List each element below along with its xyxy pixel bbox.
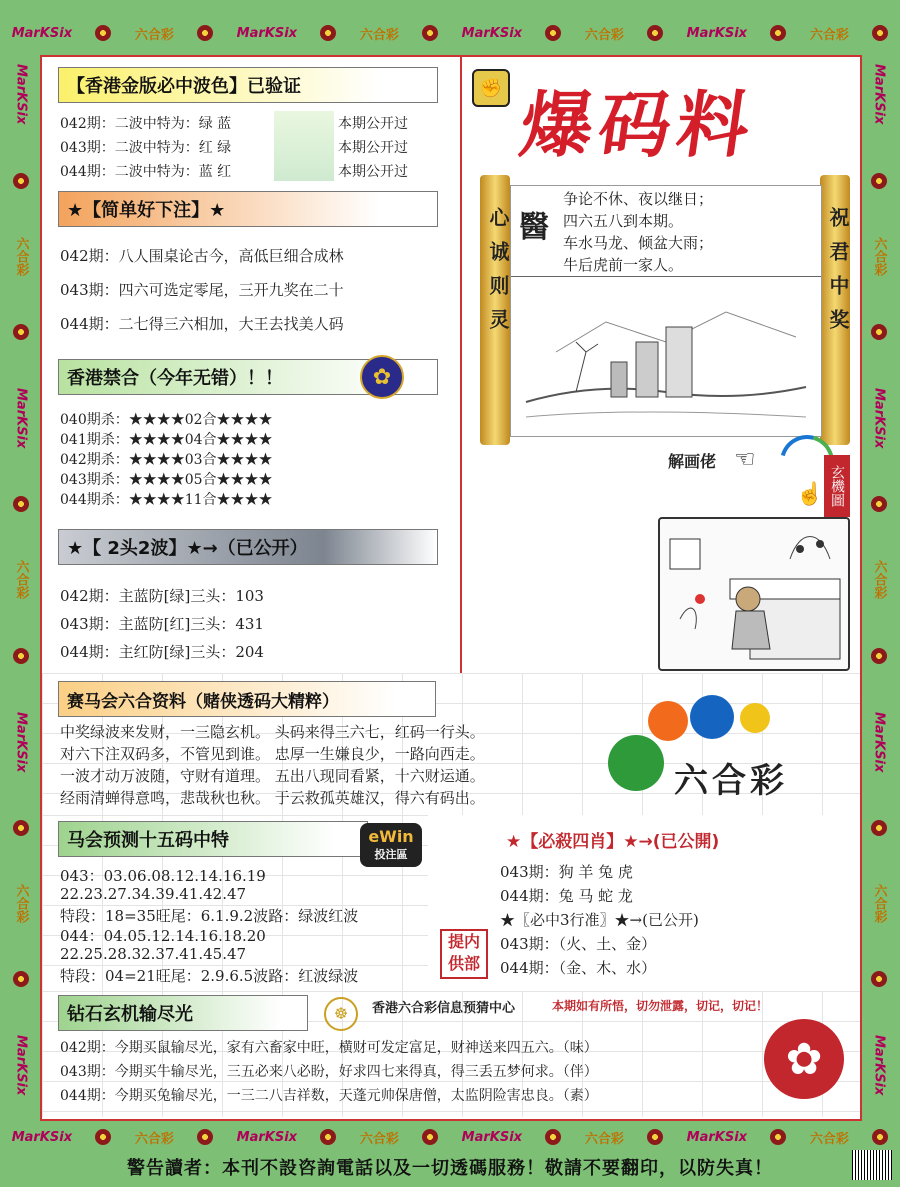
list-item: [60, 113, 408, 133]
row-status: 本期公开过: [338, 140, 408, 156]
border-chinese: 六合彩: [871, 236, 887, 276]
flower-icon: [545, 25, 561, 41]
flower-icon: [320, 1129, 336, 1145]
list-item: 特段：04=21旺尾：2.9.6.5波路：红波绿波: [60, 967, 359, 985]
highlight-block: [274, 111, 334, 181]
flower-icon: [13, 496, 29, 512]
border-chinese: 六合彩: [13, 236, 29, 276]
fist-icon: ✊: [472, 69, 510, 107]
list-item: 044：04.05.12.14.16.18.20: [60, 927, 266, 945]
list-item: 041期杀：★★★★04合★★★★: [60, 432, 273, 448]
poem-line: 争论不休、夜以继日；: [563, 190, 714, 208]
list-item: 043期杀：★★★★05合★★★★: [60, 472, 273, 488]
border-chinese: 六合彩: [134, 1131, 174, 1147]
border-brand: MarKSix: [871, 387, 887, 449]
flower-icon: [95, 25, 111, 41]
row-status: 本期公开过: [338, 164, 408, 180]
scroll-paper: [510, 185, 822, 437]
flower-icon: [770, 1129, 786, 1145]
border-brand: MarKSix: [13, 1035, 29, 1096]
center-name: 香港六合彩信息预猜中心: [372, 1001, 516, 1016]
flower-icon: [422, 1129, 438, 1145]
cartoon-svg: [660, 519, 848, 669]
poem-line: 四六五八到本期。: [563, 212, 684, 230]
section-title: 香港禁合（今年无错）！！: [58, 359, 438, 395]
flower-icon: [872, 1129, 888, 1145]
list-item: 043期：狗 羊 兔 虎: [500, 863, 633, 881]
flower-icon: [13, 820, 29, 836]
list-item: 043期：今期买牛输尽光，三五必来八必盼，好求四七来得真，得三丢五梦何求。（伴）: [60, 1064, 598, 1080]
internal-stamp: 提内供部: [440, 929, 488, 979]
border-brand: MarKSix: [13, 387, 29, 449]
row-text: 042期：二波中特为：绿 蓝: [60, 116, 232, 132]
list-item: 043期：（火、土、金）: [500, 935, 657, 953]
list-item: 042期：八人围桌论古今，高低巨细合成林: [60, 247, 344, 265]
flower-icon: [422, 25, 438, 41]
border-chinese: 六合彩: [584, 1131, 624, 1147]
border-chinese: 六合彩: [871, 560, 887, 600]
row-text: 044期：二波中特为：蓝 红: [60, 164, 232, 180]
border-brand: MarKSix: [236, 1129, 298, 1145]
sub-title: ★〖必中3行准〗★→(已公开): [500, 911, 699, 929]
blue-dot: [690, 695, 734, 739]
list-item: [60, 161, 408, 181]
list-item: 042期：今期买鼠输尽光，家有六畜家中旺，横财可发定富足，财神送来四五六。（味）: [60, 1040, 598, 1056]
list-item: 044期：（金、木、水）: [500, 959, 657, 977]
list-item: 043期：主蓝防[红]三头：431: [60, 615, 264, 633]
list-item: 044期杀：★★★★11合★★★★: [60, 492, 273, 508]
row-status: 本期公开过: [338, 116, 408, 132]
lottery-logo-text: 六合彩: [674, 761, 788, 801]
border-chinese: 六合彩: [809, 1131, 849, 1147]
list-item: 044期：二七得三六相加，大王去找美人码: [60, 315, 344, 333]
border-chinese: 六合彩: [359, 1131, 399, 1147]
section-four-zodiac: [428, 815, 860, 993]
list-item: 经雨清蝉得意鸣，悲哉秋也秋。 于云救孤英雄汉，得六有码出。: [60, 789, 485, 807]
top-border: [0, 16, 900, 50]
border-brand: MarKSix: [13, 711, 29, 773]
main-page: [40, 55, 862, 1121]
xuanji-badge: 玄機圖: [824, 455, 850, 517]
section-wave-color: [42, 57, 462, 185]
flower-icon: [871, 971, 887, 987]
sketch-illustration: [516, 282, 816, 432]
list-item: 042期杀：★★★★03合★★★★: [60, 452, 273, 468]
flower-icon: [197, 25, 213, 41]
poem-line: 牛后虎前一家人。: [563, 256, 684, 274]
flower-icon: [871, 496, 887, 512]
barcode-icon: [852, 1150, 892, 1180]
section-title: ★【必殺四肖】★→(已公開): [506, 832, 720, 852]
list-item: 043：03.06.08.12.14.16.19: [60, 867, 266, 885]
list-item: 22.25.28.32.37.41.45.47: [60, 945, 247, 963]
list-item: 044期：兔 马 蛇 龙: [500, 887, 633, 905]
scroll-right-text: 祝君中奖: [826, 207, 850, 343]
border-chinese: 六合彩: [359, 27, 399, 43]
border-chinese: 六合彩: [13, 560, 29, 600]
border-brand: MarKSix: [461, 1129, 523, 1145]
border-chinese: 六合彩: [13, 884, 29, 924]
cartoon-illustration: [658, 517, 850, 671]
footer-warning: 警告讀者：本刊不設咨詢電話以及一切透碼服務！敬請不要翻印，以防失真！: [127, 1158, 773, 1179]
orange-dot: [648, 701, 688, 741]
right-border: [862, 40, 896, 1120]
border-brand: MarKSix: [871, 711, 887, 773]
section-simple-bet: [42, 183, 462, 347]
flower-icon: [647, 25, 663, 41]
flower-icon: [13, 648, 29, 664]
left-border: [4, 40, 38, 1120]
list-item: [60, 137, 408, 157]
divider: [511, 276, 821, 277]
flower-icon: [770, 25, 786, 41]
border-chinese: 六合彩: [584, 27, 624, 43]
jiehua-label: 解画佬: [668, 452, 717, 471]
flower-icon: [871, 173, 887, 189]
flower-icon: [197, 1129, 213, 1145]
dragon-emblem-icon: ☸: [324, 997, 358, 1031]
section-diamond: [42, 991, 860, 1117]
border-chinese: 六合彩: [871, 884, 887, 924]
border-chinese: 六合彩: [134, 27, 174, 43]
green-dot: [608, 735, 664, 791]
section-two-heads: [42, 521, 462, 675]
list-item: 043期：四六可选定零尾，三开九奖在二十: [60, 281, 344, 299]
list-item: 22.23.27.34.39.41.42.47: [60, 885, 247, 903]
list-item: 044期：今期买兔输尽光，一三二八吉祥数，天蓬元帅保唐僧，太监阴险害忠良。（素）: [60, 1088, 598, 1104]
pointing-hand-icon: ☜: [734, 445, 756, 473]
border-chinese: 六合彩: [809, 27, 849, 43]
section-title: ★【简单好下注】★: [58, 191, 438, 227]
row-text: 043期：二波中特为：红 绿: [60, 140, 232, 156]
flower-icon: [320, 25, 336, 41]
bauhinia-seal-icon: ✿: [764, 1019, 844, 1099]
section-title: 马会预测十五码中特: [58, 821, 368, 857]
ewin-badge: [360, 823, 422, 867]
warning-note: 本期如有所悟，切勿泄露，切记，切记！: [552, 999, 769, 1013]
list-item: 中奖绿波来发财，一三隐玄机。 头码来得三六七，红码一行头。: [60, 723, 485, 741]
section-banned-combo: [42, 345, 462, 523]
right-panel: [462, 57, 860, 673]
poem-line: 车水马龙、倾盆大雨；: [563, 234, 714, 252]
border-brand: MarKSix: [871, 1035, 887, 1096]
hand-icon: ☝: [796, 481, 824, 507]
section-horse-racing: [42, 673, 860, 817]
border-brand: MarKSix: [13, 64, 29, 125]
ewin-text: eWin: [368, 827, 414, 846]
border-brand: MarKSix: [461, 25, 523, 41]
ewin-sub: 投注區: [374, 848, 408, 861]
yi-char: 醫: [519, 210, 549, 245]
flower-icon: [872, 25, 888, 41]
flower-icon: [871, 648, 887, 664]
flower-icon: [871, 324, 887, 340]
list-item: 对六下注双码多，不管见到谁。 忠厚一生嫌良少，一路向西走。: [60, 745, 485, 763]
border-brand: MarKSix: [871, 64, 887, 125]
flower-icon: [871, 820, 887, 836]
border-brand: MarKSix: [236, 25, 298, 41]
border-brand: MarKSix: [11, 1129, 73, 1145]
flower-icon: [95, 1129, 111, 1145]
section-title: 赛马会六合资料（赌侠透码大精粹）: [58, 681, 436, 717]
border-brand: MarKSix: [686, 1129, 748, 1145]
border-brand: MarKSix: [11, 25, 73, 41]
border-brand: MarKSix: [686, 25, 748, 41]
main-title: 爆码料: [515, 83, 762, 167]
flower-icon: [545, 1129, 561, 1145]
bottom-border: [0, 1120, 900, 1154]
list-item: 特段：18=35旺尾：6.1.9.2波路：绿波红波: [60, 907, 359, 925]
section-fifteen-codes: [42, 815, 430, 993]
emblem-icon: ✿: [360, 355, 404, 399]
flower-icon: [13, 324, 29, 340]
section-title: 钻石玄机输尽光: [58, 995, 308, 1031]
flower-icon: [647, 1129, 663, 1145]
section-title: 【香港金版必中波色】已验证: [58, 67, 438, 103]
list-item: 040期杀：★★★★02合★★★★: [60, 412, 273, 428]
list-item: 044期：主红防[绿]三头：204: [60, 643, 264, 661]
yellow-dot: [740, 703, 770, 733]
list-item: 042期：主蓝防[绿]三头：103: [60, 587, 264, 605]
flower-icon: [13, 971, 29, 987]
list-item: 一波才动万波随，守财有道理。 五出八现同看紧，十六财运通。: [60, 767, 485, 785]
scroll-left-text: 心诚则灵: [486, 207, 510, 343]
flower-icon: [13, 173, 29, 189]
section-title: ★【 2头2波】★→（已公开）: [58, 529, 438, 565]
